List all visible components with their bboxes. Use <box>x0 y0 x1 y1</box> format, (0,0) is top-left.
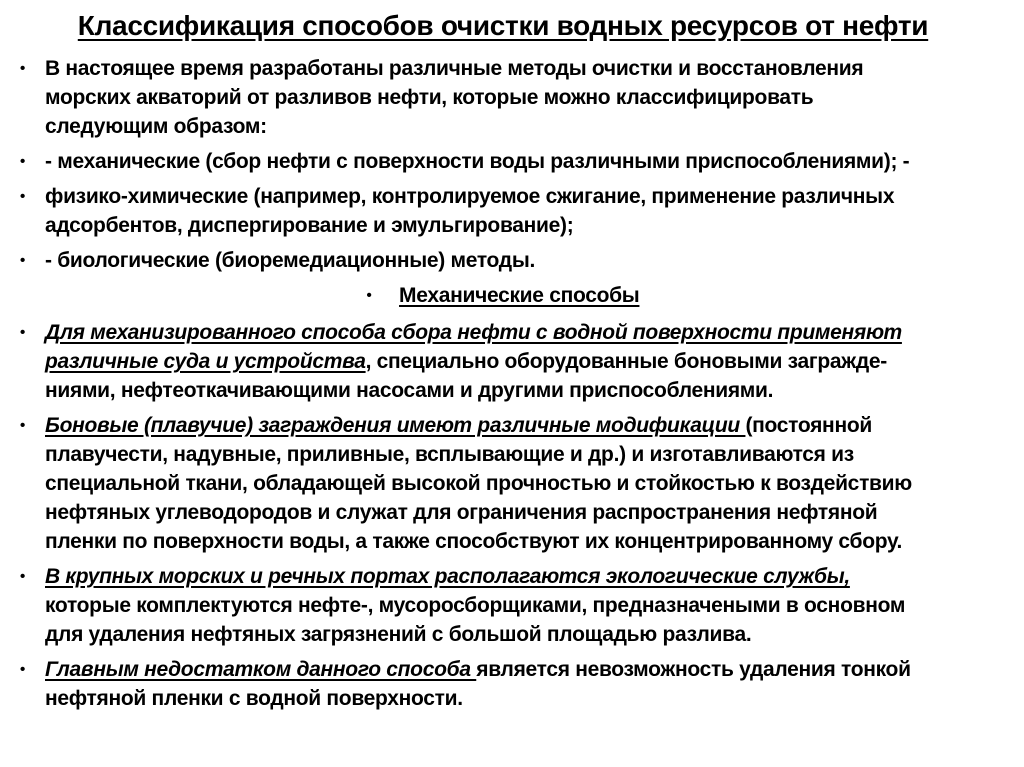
bullet-text-emphasis: Боновые (плавучие) заграждения имеют различные модификации <box>45 414 746 437</box>
bullet-marker-icon: • <box>20 252 25 269</box>
bullet-item-physico-chemical <box>12 182 940 240</box>
bullet-text-emphasis: Для механизированного способа сбора нефти с водной поверхности применяют различные суда и устройства <box>45 321 902 373</box>
bullet-marker-icon: • <box>20 661 25 678</box>
bullet-marker-icon: • <box>20 60 25 77</box>
bullet-marker-icon: • <box>20 153 25 170</box>
bullet-text: - механические (сбор нефти с поверхности воды различными приспособлениями); - <box>45 150 910 173</box>
bullet-text-emphasis: Главным недостатком данного способа <box>45 658 477 681</box>
bullet-text: физико-химические (например, контролируемое сжигание, применение различных адсорбентов, диспергирование и эмульгирование); <box>45 185 895 237</box>
bullet-text: , специально оборудованные боновыми загражде-ниями, нефтеоткачивающими насосами и другими приспособлениями. <box>45 350 887 402</box>
bullet-marker-icon: • <box>20 324 25 341</box>
bullet-marker-icon: • <box>20 417 25 434</box>
bullet-item-booms <box>12 411 940 556</box>
bullet-text: является невозможность удаления тонкой нефтяной пленки с водной поверхности. <box>45 658 911 710</box>
bullet-item-mechanized-collection <box>12 318 940 405</box>
bullet-marker-icon: • <box>366 287 372 304</box>
bullet-text: - биологические (биоремедиационные) методы. <box>45 249 535 272</box>
bullet-marker-icon: • <box>20 188 25 205</box>
bullet-item-mechanical <box>12 147 940 176</box>
bullet-item-intro <box>12 54 940 141</box>
bullet-text-emphasis: В крупных морских и речных портах располагаются экологические службы, <box>45 565 850 588</box>
bullet-text: (постоянной плавучести, надувные, приливные, всплывающие и др.) и изготавливаются из специальной ткани, обладающей высокой прочностью и стойкостью к воздействию нефтяных углеводородов и служат для ограничения распространения нефтяной пленки по поверхности воды, а также способствуют их концентрированному сбору. <box>45 414 912 553</box>
slide-title: Классификация способов очистки водных ресурсов от нефти <box>77 10 929 41</box>
bullet-text: которые комплектуются нефте-, мусоросборщиками, предназначеными в основном для удаления нефтяных загрязнений с большой площадью разлива. <box>45 594 906 646</box>
bullet-item-biological <box>12 246 940 275</box>
bullet-item-main-drawback <box>12 655 940 713</box>
section-heading-mechanical-methods <box>12 281 994 310</box>
section-heading-text: Механические способы <box>399 284 640 307</box>
bullet-text: В настоящее время разработаны различные методы очистки и восстановления морских акваторий от разливов нефти, которые можно классифицировать следующим образом: <box>45 57 864 138</box>
bullet-item-port-services <box>12 562 940 649</box>
bullet-marker-icon: • <box>20 568 25 585</box>
bullet-list <box>12 54 994 713</box>
